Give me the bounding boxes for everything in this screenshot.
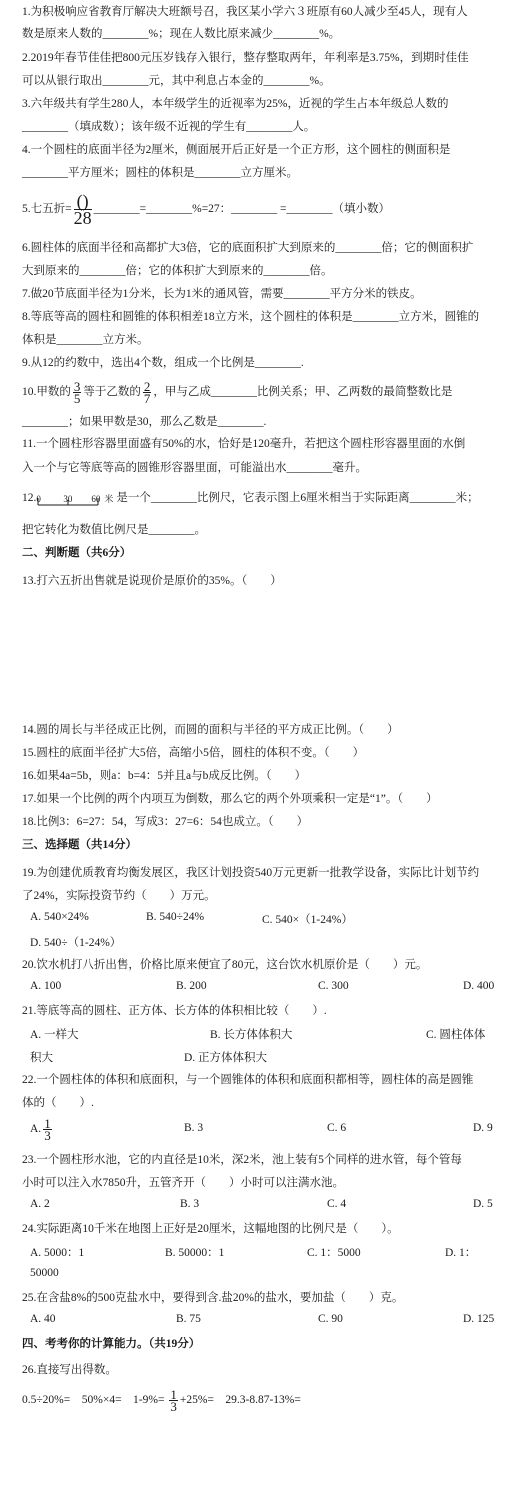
scale-tick-60: 60 <box>91 494 101 505</box>
question-12-line-2: 把它转化为数值比例尺是________。 <box>22 524 206 536</box>
question-3-line-1: 3.六年级共有学生280人，本年级学生的近视率为25%，近视的学生占本年级总人数的 <box>22 98 449 110</box>
fraction-three-fifths <box>73 378 82 406</box>
fraction-numerator: () <box>74 193 92 210</box>
question-20: 20.饮水机打八折出售，价格比原来便宜了80元，这台饮水机原价是（ ）元。 <box>22 959 428 971</box>
question-20-option-b[interactable]: B. 200 <box>176 980 207 992</box>
question-22-line-2: 体的（ ）. <box>22 1097 94 1109</box>
question-11-line-1: 11.一个圆柱形容器里面盛有50%的水，恰好是120毫升，若把这个圆柱形容器里面的水倒 <box>22 438 466 450</box>
fraction-numerator: 3 <box>73 378 81 394</box>
question-23-line-1: 23.一个圆柱形水池，它的内直径是10米，深2米，池上装有5个同样的进水管，每个管每 <box>22 1154 462 1166</box>
question-24-option-d[interactable]: D. 1： <box>445 1247 477 1259</box>
question-18: 18.比例3：6=27：54，写成3：27=6：54也成立。（ ） <box>22 816 309 828</box>
question-6-line-2: 大到原来的________倍；它的体积扩大到原来的________倍。 <box>22 265 333 277</box>
expression-part-a-prefix: 0.5 <box>22 1394 37 1406</box>
question-19-option-d[interactable]: D. 540÷（1-24%） <box>30 937 122 949</box>
fraction-denominator: 28 <box>73 207 92 228</box>
question-19-option-a[interactable]: A. 540×24% <box>30 911 89 923</box>
question-25-option-a[interactable]: A. 40 <box>30 1313 56 1325</box>
question-3-line-2: ________（填成数）；该年级不近视的学生有________人。 <box>22 121 316 133</box>
question-9: 9.从12的约数中，选出4个数，组成一个比例是________. <box>22 357 304 369</box>
fraction-numerator: 1 <box>44 1115 51 1131</box>
fraction-denominator: 7 <box>143 390 151 406</box>
fraction-one-third <box>43 1115 52 1143</box>
scale-tick-0: 0 <box>36 494 41 505</box>
question-11-line-2: 入一个与它等底等高的圆锥形容器里面，可能溢出水________毫升。 <box>22 462 367 474</box>
question-20-option-d[interactable]: D. 400 <box>463 980 495 992</box>
fraction-denominator: 3 <box>44 1127 51 1143</box>
option-a-label: A. <box>30 1123 42 1135</box>
question-12-line-1 <box>22 484 509 512</box>
question-21-option-c-continued: 积大 <box>30 1052 53 1064</box>
question-25-option-c[interactable]: C. 90 <box>318 1313 343 1325</box>
question-10-part-a: 10.甲数的 <box>22 386 71 398</box>
question-19-line-2: 了24%，实际投资节约（ ）万元。 <box>22 890 216 902</box>
question-19-line-1: 19.为创建优质教育均衡发展区，我区计划投资540万元更新一批教学设备，实际比计划节约 <box>22 867 480 879</box>
fraction-one-third <box>169 1386 178 1414</box>
fraction-denominator: 3 <box>170 1398 177 1414</box>
question-25-option-b[interactable]: B. 75 <box>176 1313 201 1325</box>
question-24: 24.实际距离10千米在地图上正好是20厘米，这幅地图的比例尺是（ ）。 <box>22 1223 399 1235</box>
question-8-line-1: 8.等底等高的圆柱和圆锥的体积相差18立方米，这个圆柱的体积是________立方米，圆锥的 <box>22 311 480 323</box>
question-20-option-c[interactable]: C. 300 <box>318 980 349 992</box>
question-17: 17.如果一个比例的两个内项互为倒数，那么它的两个外项乘积一定是“1”。（ ） <box>22 793 438 805</box>
question-4-line-2: ________平方厘米；圆柱的体积是________立方厘米。 <box>22 167 298 179</box>
question-12-rest: 是一个________比例尺，它表示图上6厘米相当于实际距离________米； <box>116 492 479 504</box>
section-2-heading: 二、判断题（共6分） <box>22 547 132 559</box>
question-21: 21.等底等高的圆柱、正方体、长方体的体积相比较（ ）. <box>22 1005 327 1017</box>
question-22-option-b[interactable]: B. 3 <box>184 1122 204 1134</box>
section-4-heading: 四、考考你的计算能力。（共19分） <box>22 1338 201 1350</box>
question-20-option-a[interactable]: A. 100 <box>30 980 62 992</box>
question-1-line-2: 数是原来人数的________%；现在人数比原来减少________%。 <box>22 28 341 40</box>
question-22-option-a[interactable] <box>30 1114 54 1144</box>
question-14: 14.圆的周长与半径成正比例，而圆的面积与半径的平方成正比例。（ ） <box>22 724 399 736</box>
question-21-option-a[interactable]: A. 一样大 <box>30 1029 79 1041</box>
question-5-rest: ________=________%=27：________ =________（填小数） <box>93 203 391 215</box>
expression-part-b: +25%= 29.3-8.87-13%= <box>179 1394 301 1406</box>
fraction-numerator: 2 <box>143 378 151 394</box>
question-7: 7.做20节底面半径为1分米，长为1米的通风管，需要________平方分米的铁皮。 <box>22 288 422 300</box>
question-23-option-b[interactable]: B. 3 <box>180 1198 200 1210</box>
question-10-line-1 <box>22 377 509 407</box>
line-scale-graphic <box>36 486 116 510</box>
question-25-option-d[interactable]: D. 125 <box>463 1313 495 1325</box>
question-26-expressions <box>22 1385 509 1415</box>
scale-unit: 米 <box>104 494 114 505</box>
question-5-fraction <box>73 190 92 228</box>
question-24-option-a[interactable]: A. 5000：1 <box>30 1247 85 1259</box>
question-19-option-c[interactable]: C. 540×（1-24%） <box>262 914 353 926</box>
question-25: 25.在含盐8%的500克盐水中，要得到含.盐20%的盐水，要加盐（ ）克。 <box>22 1292 404 1304</box>
question-4-line-1: 4.一个圆柱的底面半径为2厘米，侧面展开后正好是一个正方形，这个圆柱的侧面积是 <box>22 144 451 156</box>
question-5-prefix: 5.七五折= <box>22 203 72 215</box>
question-10-part-c: ，甲与乙成________比例关系；甲、乙两数的最简整数比是 <box>153 386 453 398</box>
question-26: 26.直接写出得数。 <box>22 1364 117 1376</box>
question-22-line-1: 22.一个圆柱体的体积和底面积，与一个圆锥体的体积和底面积都相等，圆柱体的高是圆锥 <box>22 1074 474 1086</box>
fraction-denominator: 5 <box>73 390 81 406</box>
question-5 <box>22 190 509 228</box>
question-21-option-c[interactable]: C. 圆柱体体 <box>426 1029 486 1041</box>
question-12-prefix: 12. <box>22 492 37 504</box>
question-1-line-1: 1.为积极响应省教育厅解决大班额号召，我区某小学六３班原有60人减少至45人，现有人 <box>22 6 468 18</box>
question-21-option-b[interactable]: B. 长方体体积大 <box>210 1029 293 1041</box>
question-24-option-b[interactable]: B. 50000：1 <box>165 1247 225 1259</box>
question-21-option-d[interactable]: D. 正方体体积大 <box>184 1052 268 1064</box>
scale-tick-30: 30 <box>63 494 73 505</box>
question-2-line-2: 可以从银行取出________元，其中利息占本金的________%。 <box>22 75 331 87</box>
fraction-two-sevenths <box>143 378 152 406</box>
question-22-option-d[interactable]: D. 9 <box>473 1122 493 1134</box>
question-24-option-c[interactable]: C. 1：5000 <box>307 1247 361 1259</box>
question-16: 16.如果4a=5b，则a：b=4：5并且a与b成反比例。（ ） <box>22 770 307 782</box>
question-19-option-b[interactable]: B. 540÷24% <box>146 911 205 923</box>
question-23-option-d[interactable]: D. 5 <box>473 1198 493 1210</box>
question-23-option-a[interactable]: A. 2 <box>30 1198 50 1210</box>
expression-part-a: ÷20%= 50%×4= 1-9%= <box>36 1394 165 1406</box>
fraction-numerator: 1 <box>170 1386 177 1402</box>
question-24-option-d-continued: 50000 <box>30 1267 59 1279</box>
question-22-option-c[interactable]: C. 6 <box>327 1122 347 1134</box>
question-10-part-b: 等于乙数的 <box>83 386 141 398</box>
question-23-line-2: 小时可以注入水7850升，五管齐开（ ）小时可以注满水池。 <box>22 1177 344 1189</box>
section-3-heading: 三、选择题（共14分） <box>22 839 137 851</box>
question-6-line-1: 6.圆柱体的底面半径和高都扩大3倍，它的底面积扩大到原来的________倍；它的侧面积扩 <box>22 242 474 254</box>
question-8-line-2: 体积是________立方米。 <box>22 334 149 346</box>
question-13: 13.打六五折出售就是说现价是原价的35%。（ ） <box>22 575 282 587</box>
question-10-line-2: ________；如果甲数是30，那么乙数是________. <box>22 416 267 428</box>
question-15: 15.圆柱的底面半径扩大5倍，高缩小5倍，圆柱的体积不变。（ ） <box>22 747 365 759</box>
question-2-line-1: 2.2019年春节佳佳把800元压岁钱存入银行，整存整取两年，年利率是3.75%，到期时佳佳 <box>22 52 469 64</box>
question-23-option-c[interactable]: C. 4 <box>327 1198 347 1210</box>
